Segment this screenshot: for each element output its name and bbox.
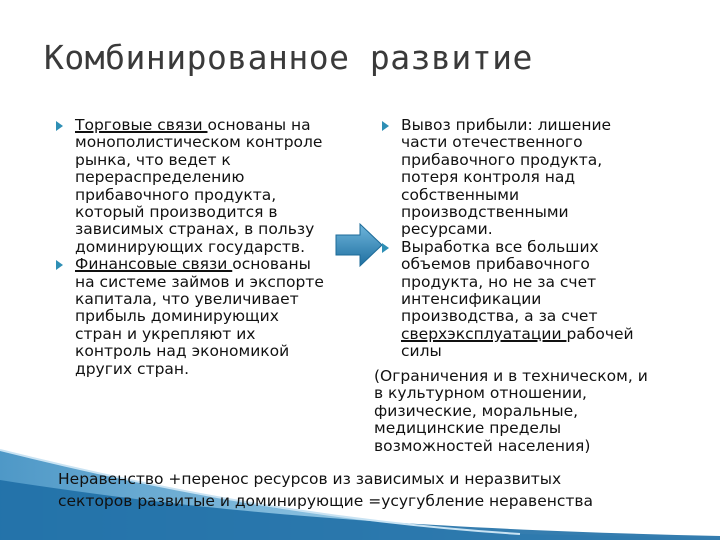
note-line: в культурном отношении,	[374, 384, 587, 403]
list-item-line: продукта, но не за счет	[401, 272, 597, 291]
list-item-line: части отечественного	[401, 133, 583, 152]
list-item-line: потеря контроля над	[401, 168, 576, 187]
term-financial-links: Финансовые связи	[75, 255, 233, 274]
bullet-icon	[382, 243, 389, 253]
list-item-line: сверхэксплуатации рабочей	[401, 324, 634, 343]
list-item-line: других стран.	[75, 359, 189, 378]
list-item-line: прибыль доминирующих	[75, 307, 279, 326]
list-item-line: Финансовые связи основаны	[75, 255, 311, 274]
conclusion-line: Неравенство +перенос ресурсов из зависимых и неразвитых	[58, 470, 562, 488]
note-line: физические, моральные,	[374, 401, 579, 420]
list-item-line: перераспределению	[75, 168, 245, 187]
list-item-surplus-production	[382, 239, 712, 361]
note-line: (Ограничения и в техническом, и	[374, 367, 648, 385]
list-item-line: Торговые связи основаны на	[75, 116, 311, 134]
list-item-financial-links	[56, 256, 356, 378]
list-item-line: рынка, что ведет к	[75, 150, 231, 169]
list-item-line: Вывоз прибыли: лишение	[401, 116, 612, 134]
conclusion-line: секторов развитые и доминирующие =усугубление неравенства	[58, 492, 594, 510]
list-item-line: контроль над экономикой	[75, 342, 290, 361]
list-item-line: производства, а за счет	[401, 307, 598, 326]
conclusion-text	[58, 468, 698, 512]
note-line: медицинские пределы	[374, 419, 562, 438]
list-item-line: собственными	[401, 185, 520, 204]
list-item-profit-export	[382, 117, 712, 239]
list-item-line: прибавочного продукта,	[75, 185, 277, 204]
bullet-icon	[56, 260, 63, 270]
list-item-line: Выработка все больших	[401, 237, 599, 256]
list-item-line: который производится в	[75, 203, 278, 222]
list-item-line: доминирующих государств.	[75, 237, 305, 256]
list-item-line: монополистическом контроле	[75, 133, 323, 152]
list-item-line: капитала, что увеличивает	[75, 290, 299, 309]
list-item-line: объемов прибавочного	[401, 255, 590, 274]
list-item-line: на системе займов и экспорте	[75, 272, 324, 291]
list-item-line: ресурсами.	[401, 220, 493, 239]
term-trade-links: Торговые связи	[75, 116, 208, 134]
list-item-line: стран и укрепляют их	[75, 324, 256, 343]
right-arrow-icon	[334, 222, 384, 268]
left-column	[56, 117, 356, 378]
page-title: Комбинированное развитие	[44, 38, 533, 77]
term-overexploitation: сверхэксплуатации	[401, 324, 567, 343]
right-column	[374, 116, 712, 455]
list-item-line: интенсификации	[401, 290, 542, 309]
list-item-line: прибавочного продукта,	[401, 150, 603, 169]
note-line: возможностей населения)	[374, 436, 591, 455]
list-item-line: производственными	[401, 203, 569, 222]
list-item-trade-links	[56, 117, 356, 256]
bullet-icon	[56, 121, 63, 131]
list-item-line: зависимых странах, в пользу	[75, 220, 315, 239]
list-item-line: силы	[401, 342, 442, 361]
bullet-icon	[382, 121, 389, 131]
